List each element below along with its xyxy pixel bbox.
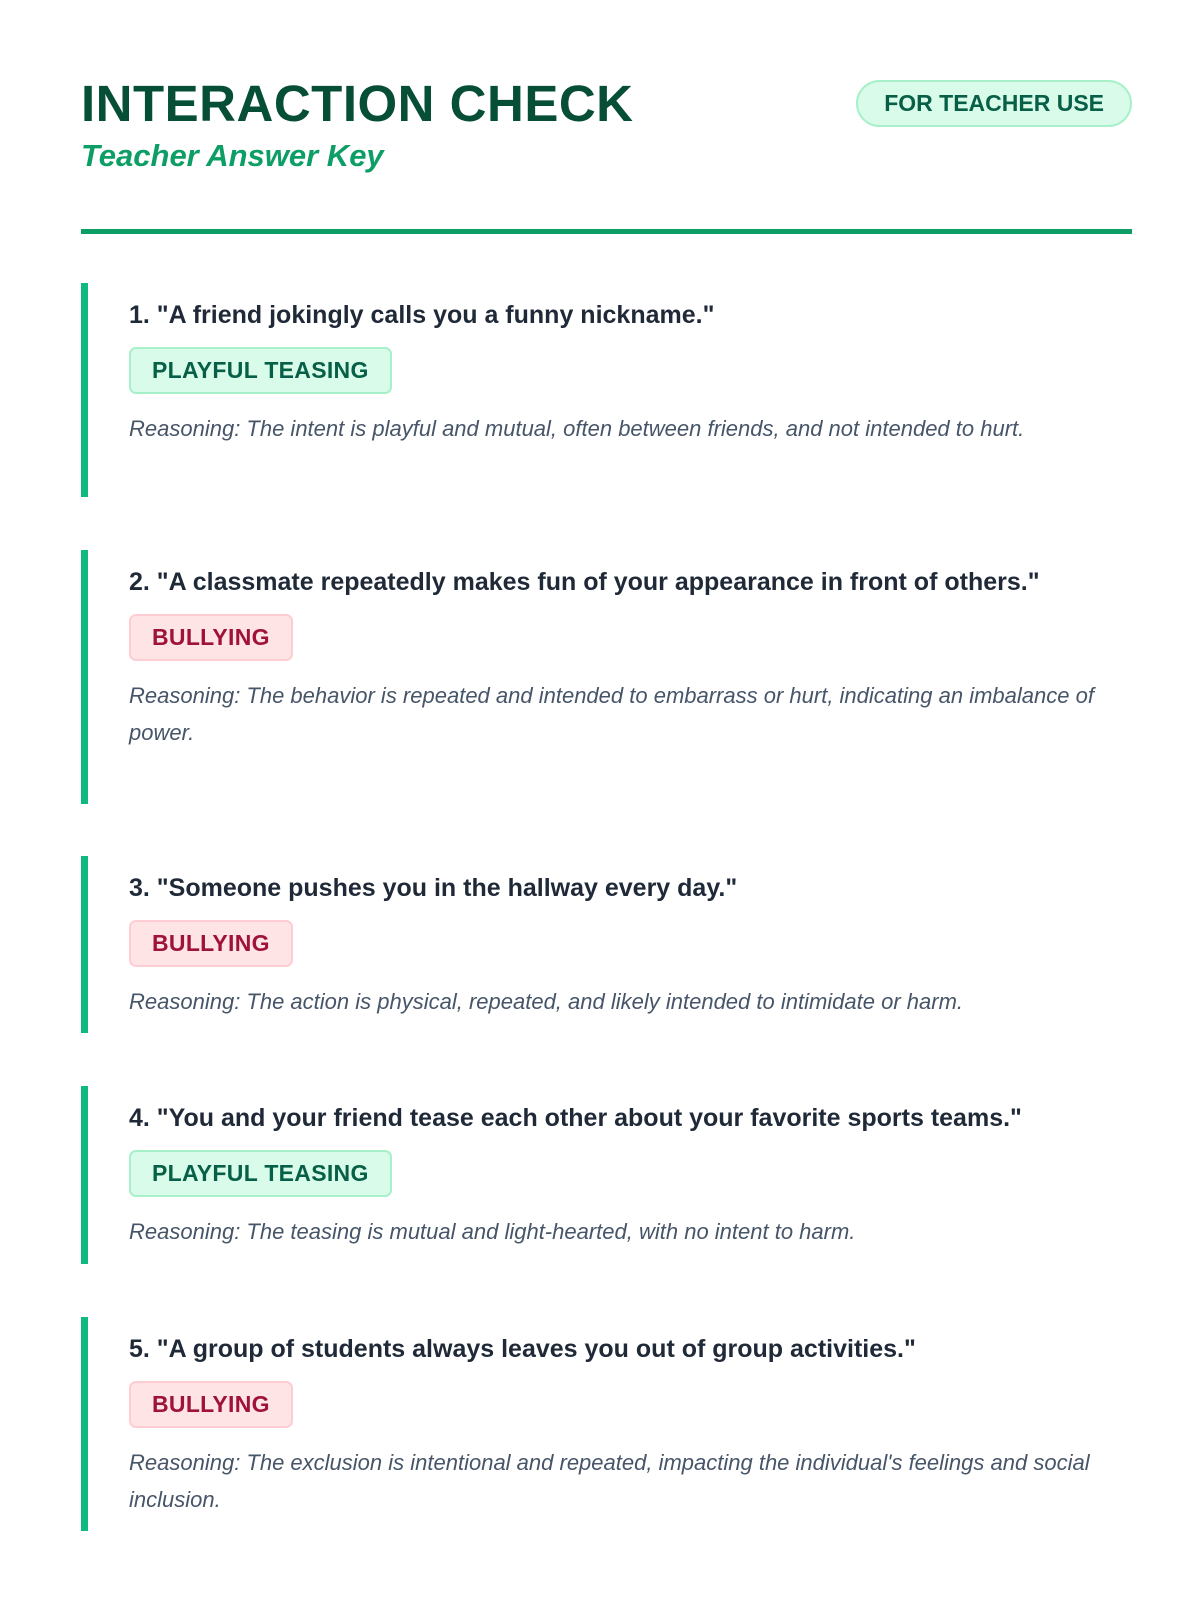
reasoning-text: Reasoning: The behavior is repeated and intended to embarrass or hurt, indicating an imbalance of power.	[129, 683, 1094, 745]
question-text: 2. "A classmate repeatedly makes fun of your appearance in front of others."	[129, 568, 1040, 596]
reasoning-text: Reasoning: The action is physical, repeated, and likely intended to intimidate or harm.	[129, 989, 964, 1014]
page-subtitle: Teacher Answer Key	[81, 138, 384, 174]
question-item	[81, 856, 1132, 1033]
question-text: 1. "A friend jokingly calls you a funny nickname."	[129, 301, 715, 329]
question-text: 4. "You and your friend tease each other about your favorite sports teams."	[129, 1104, 1022, 1132]
question-item	[81, 283, 1132, 497]
question-text: 5. "A group of students always leaves you out of group activities."	[129, 1335, 916, 1363]
question-item	[81, 1086, 1132, 1264]
header-divider	[81, 229, 1132, 234]
page-title: INTERACTION CHECK	[81, 75, 634, 132]
reasoning-text: Reasoning: The teasing is mutual and light-hearted, with no intent to harm.	[129, 1219, 856, 1244]
category-label: PLAYFUL TEASING	[129, 1150, 392, 1197]
question-item	[81, 1317, 1132, 1531]
question-text: 3. "Someone pushes you in the hallway every day."	[129, 874, 738, 902]
category-label: BULLYING	[129, 920, 293, 967]
reasoning-text: Reasoning: The intent is playful and mutual, often between friends, and not intended to hurt.	[129, 416, 1025, 441]
page-header	[81, 76, 1132, 174]
category-label: BULLYING	[129, 614, 293, 661]
question-item	[81, 550, 1132, 804]
category-label: BULLYING	[129, 1381, 293, 1428]
category-label: PLAYFUL TEASING	[129, 347, 392, 394]
reasoning-text: Reasoning: The exclusion is intentional and repeated, impacting the individual's feelings and social inclusion.	[129, 1450, 1090, 1512]
teacher-use-badge: FOR TEACHER USE	[856, 80, 1132, 127]
